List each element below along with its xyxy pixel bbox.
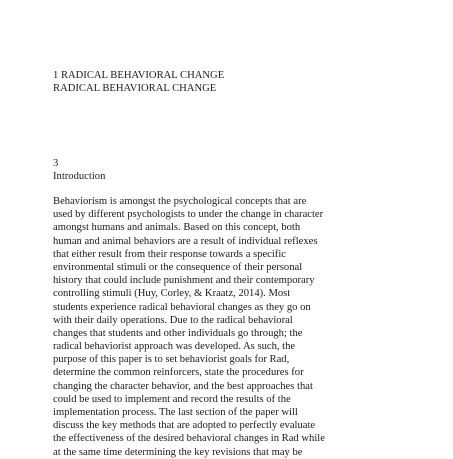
body-line: used by different psychologists to under the change in character: [53, 209, 324, 221]
body-line: Behaviorism is amongst the psychological concepts that are: [53, 196, 307, 207]
section-header: [53, 157, 105, 183]
body-line: changes that students and other individuals go through; the: [53, 327, 303, 339]
document-title: RADICAL BEHAVIORAL CHANGE: [53, 83, 217, 95]
body-line: with their daily operations. Due to the radical behavioral: [53, 314, 293, 326]
body-line: determine the common reinforcers, state the procedures for: [53, 367, 304, 379]
body-line: controlling stimuli (Huy, Corley, & Kraatz, 2014). Most: [53, 288, 291, 300]
body-line: amongst humans and animals. Based on this concept, both: [53, 222, 301, 234]
body-paragraph: [53, 195, 325, 459]
document-header: [53, 69, 224, 95]
body-line: human and animal behaviors are a result of individual reflexes: [53, 235, 318, 247]
body-line: purpose of this paper is to set behaviorist goals for Rad,: [53, 354, 290, 366]
body-line: the effectiveness of the desired behavioral changes in Rad while: [53, 433, 325, 445]
body-line: implementation process. The last section of the paper will: [53, 407, 298, 418]
page-number: 3: [53, 158, 59, 169]
body-line: at the same time determining the key revisions that may be: [53, 446, 303, 458]
section-heading: Introduction: [53, 171, 106, 183]
body-line: discuss the key methods that are adopted to perfectly evaluate: [53, 420, 316, 432]
body-line: history that could include punishment and their contemporary: [53, 275, 315, 287]
running-head: 1 RADICAL BEHAVIORAL CHANGE: [53, 70, 225, 81]
body-line: could be used to implement and record the results of the: [53, 393, 291, 405]
body-line: environmental stimuli or the consequence of their personal: [53, 261, 303, 273]
body-line: that either result from their response towards a specific: [53, 248, 286, 260]
body-line: changing the character behavior, and the best approaches that: [53, 380, 313, 392]
body-line: radical behaviorist approach was developed. As such, the: [53, 341, 296, 353]
body-line: students experience radical behavioral changes as they go on: [53, 301, 311, 313]
